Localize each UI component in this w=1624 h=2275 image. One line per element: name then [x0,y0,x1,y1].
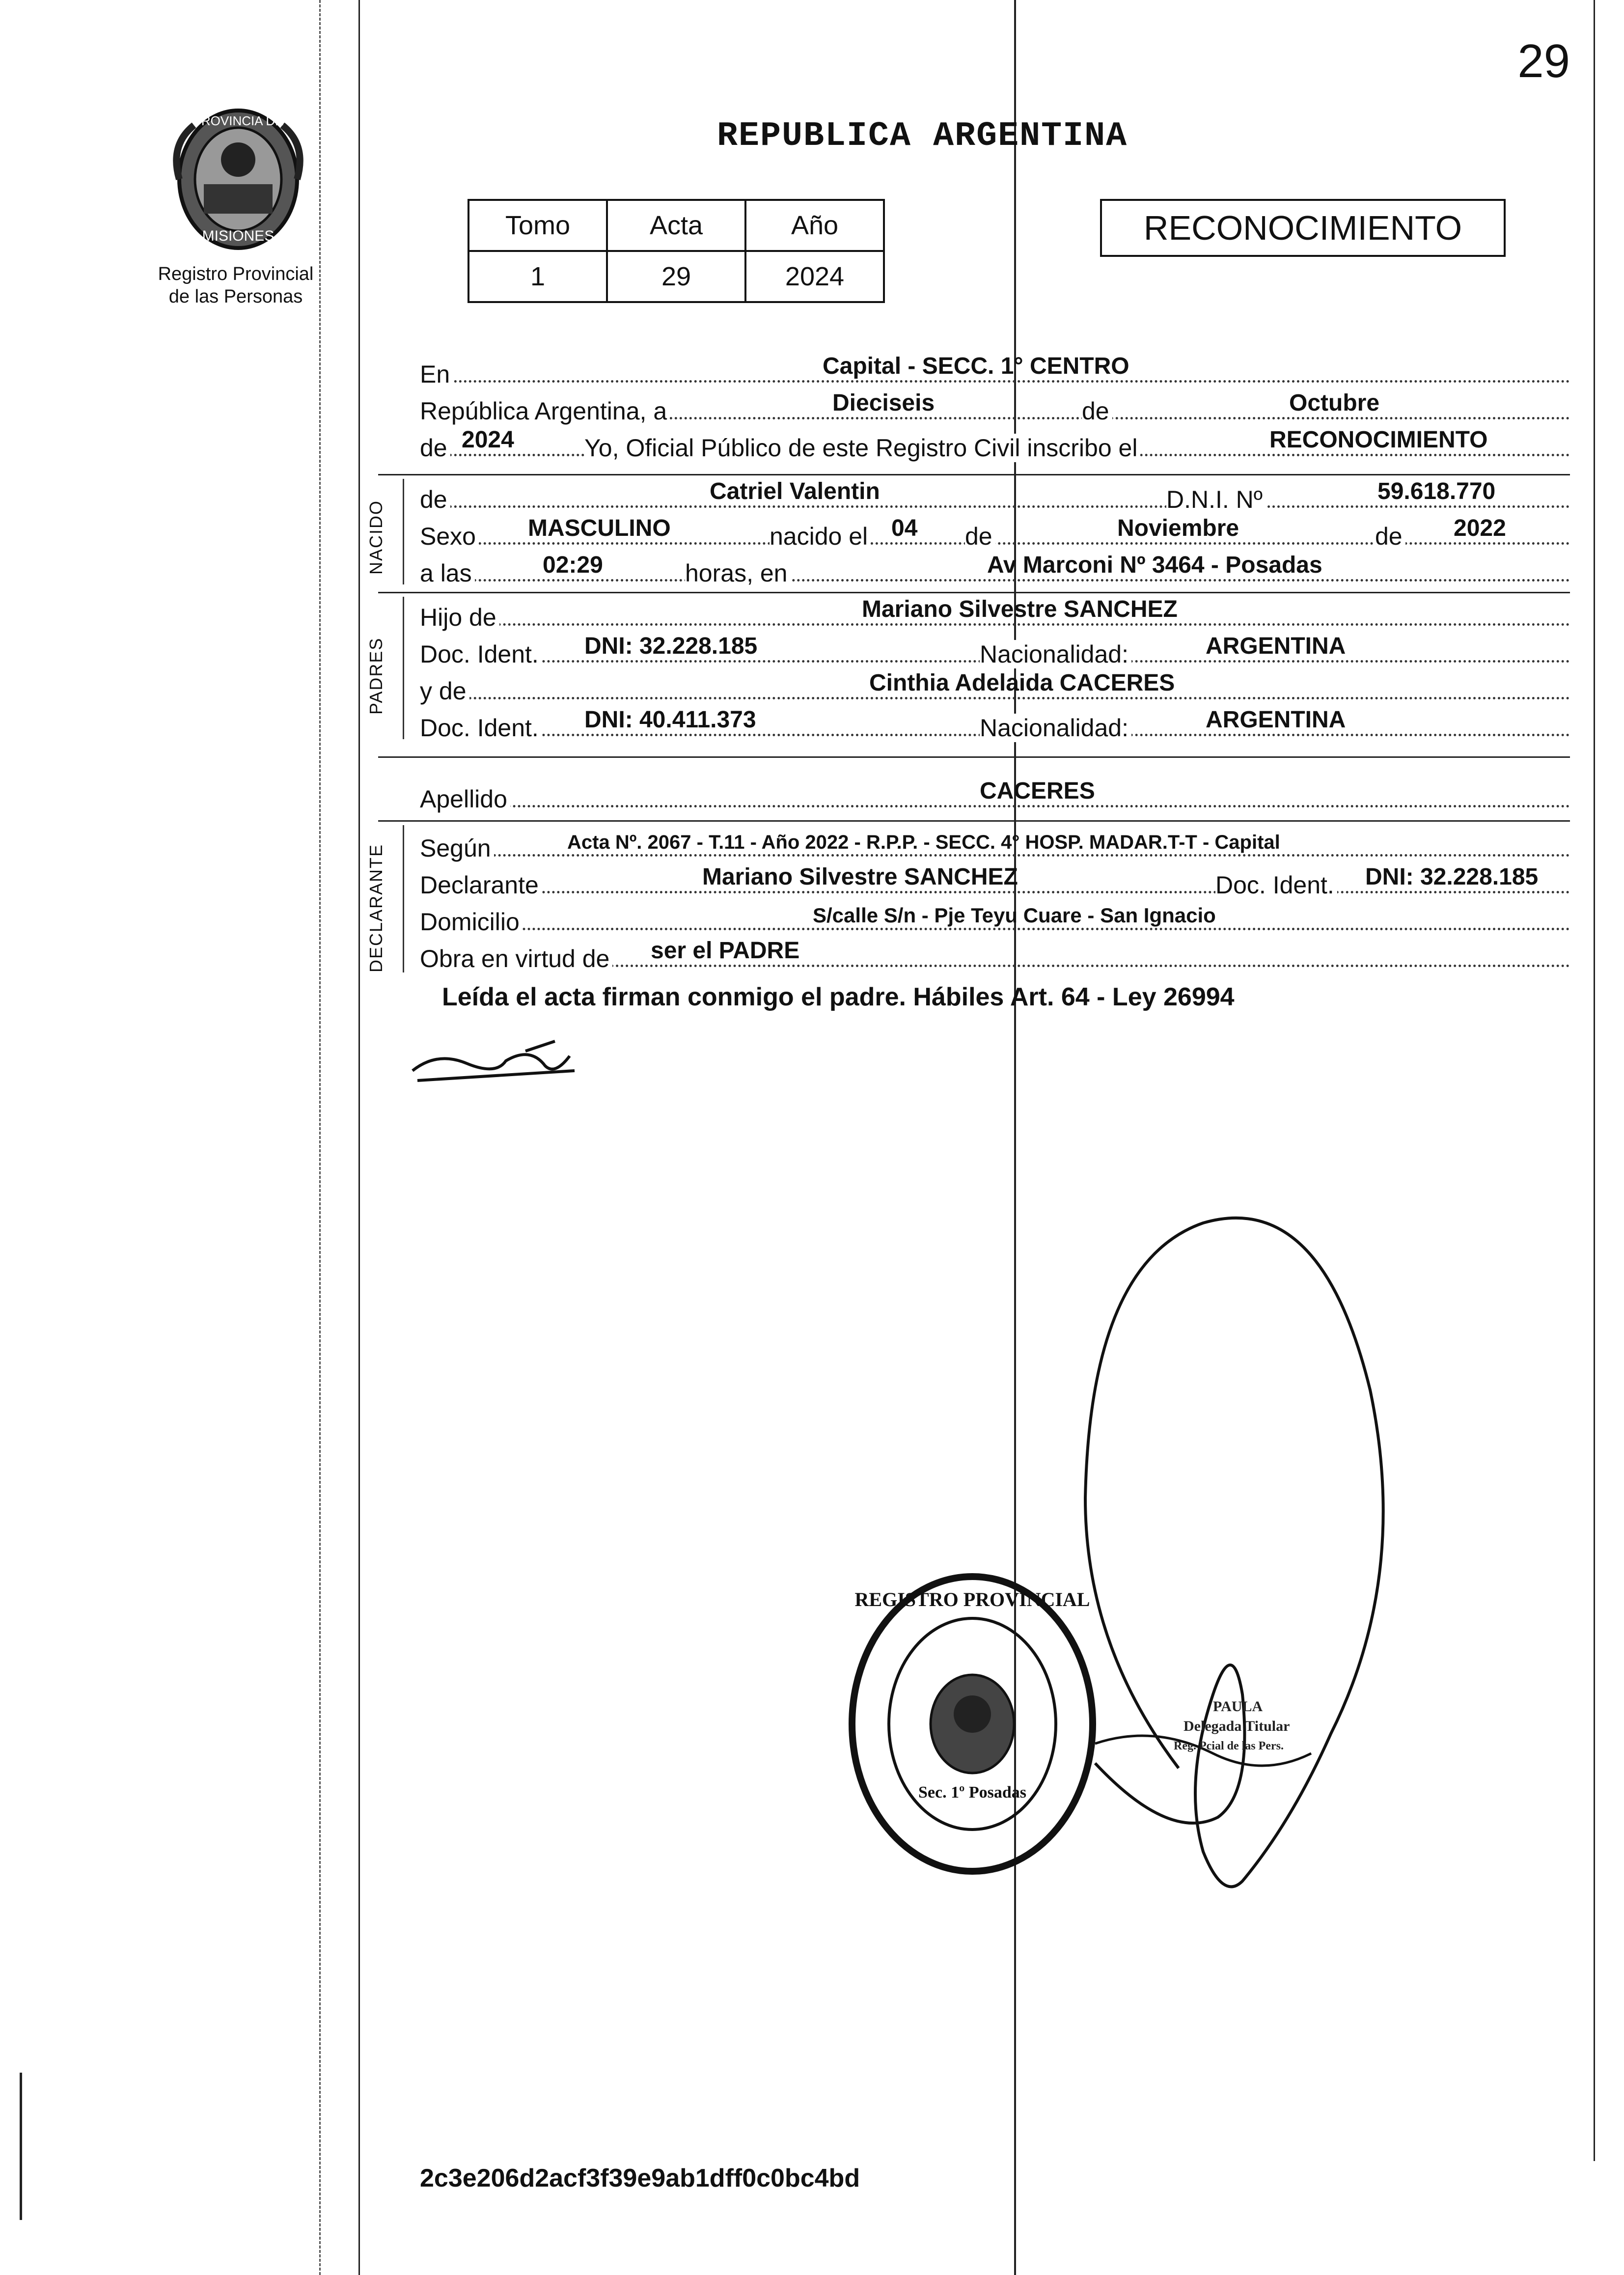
dotted-line [420,623,1570,626]
label-en: En [420,360,453,388]
label-obra: Obra en virtud de [420,944,612,973]
document-hash: 2c3e206d2acf3f39e9ab1dff0c0bc4bd [420,2164,860,2192]
row-date [420,390,1570,425]
row-declarante [420,864,1570,899]
header-tomo: Tomo [468,200,607,251]
value-domicilio: S/calle S/n - Pje Teyu Cuare - San Ignacio [813,904,1216,927]
value-father-nationality: ARGENTINA [1206,633,1346,659]
header-acta: Acta [607,200,745,251]
value-inscribe: RECONOCIMIENTO [1269,427,1488,453]
table-header-row [468,200,884,251]
row-obra [420,938,1570,973]
svg-text:MISIONES: MISIONES [202,228,275,244]
section-bar [403,597,404,739]
scan-line-right [1594,0,1595,2161]
scan-line-margin [358,0,360,2275]
row-mother-doc [420,707,1570,742]
value-child-name: Catriel Valentin [710,478,880,504]
dotted-line [420,854,1570,857]
section-rule [378,756,1570,758]
label-domicilio: Domicilio [420,908,523,936]
value-birth-year: 2022 [1454,515,1506,541]
officer-stamp-line3: Reg. Pcial de las Pers. [1174,1740,1284,1752]
section-rule [378,592,1570,593]
header-ano: Año [745,200,884,251]
handwritten-signature-icon [1056,1203,1400,1901]
dotted-line [420,697,1570,699]
value-year: 2024 [462,427,514,453]
provincia-de-misiones-shield-icon [165,106,312,253]
dotted-line [420,928,1570,930]
label-a-las: a las [420,559,475,587]
label-declarante: Declarante [420,871,542,899]
section-rule [378,820,1570,822]
row-apellido [420,778,1570,813]
value-ano: 2024 [745,251,884,302]
section-label-nacido: NACIDO [366,499,386,575]
label-doc-ident: Doc. Ident. [1215,871,1337,899]
value-birth-place: Av Marconi Nº 3464 - Posadas [987,552,1322,578]
officer-stamp [1154,1697,1414,1756]
label-apellido: Apellido [420,785,510,813]
row-segun [420,830,1570,862]
label-de: de [965,522,995,551]
record-type-box: RECONOCIMIENTO [1100,199,1506,257]
section-rule [378,474,1570,475]
label-nacido-el: nacido el [770,522,871,551]
label-yo: Yo, Oficial Público de este Registro Civil inscribo el [584,434,1140,462]
value-father-dni: DNI: 32.228.185 [584,633,758,659]
emblem-caption-line2: de las Personas [168,286,303,307]
row-en [420,353,1570,388]
dotted-line [420,505,1570,508]
value-mother: Cinthia Adelaida CACERES [869,670,1175,696]
section-bar [403,825,404,972]
row-inscribe [420,427,1570,462]
label-doc-ident: Doc. Ident. [420,714,542,742]
handwritten-signature-icon [408,1036,584,1090]
label-republica: República Argentina, a [420,397,670,425]
officer-stamp-line2: Delegada Titular [1184,1718,1290,1734]
label-doc-ident: Doc. Ident. [420,640,542,668]
value-birth-day: 04 [891,515,918,541]
svg-text:REGISTRO PROVINCIAL: REGISTRO PROVINCIAL [854,1588,1090,1610]
value-month: Octubre [1289,390,1380,416]
closing-statement: Leída el acta firman conmigo el padre. Hábiles Art. 64 - Ley 26994 [442,983,1235,1011]
label-horas: horas, en [685,559,790,587]
label-de2: de [420,434,450,462]
label-de: de [420,485,450,514]
officer-stamp-line1: PAULA [1213,1698,1263,1715]
value-sexo: MASCULINO [528,515,671,541]
svg-text:Sec. 1º Posadas: Sec. 1º Posadas [918,1783,1026,1802]
value-obra: ser el PADRE [651,938,800,964]
value-birth-time: 02:29 [543,552,603,578]
table-row [468,251,884,302]
value-acta: 29 [607,251,745,302]
dotted-line [420,805,1570,807]
label-nacionalidad: Nacionalidad: [980,640,1131,668]
dotted-line [420,891,1570,893]
label-hijo-de: Hijo de [420,603,499,632]
scan-line-left [319,0,321,2275]
official-seal-icon [845,1567,1100,1881]
fold-line [1014,0,1016,2275]
value-place: Capital - SECC. 1° CENTRO [823,353,1129,379]
section-label-padres: PADRES [366,637,386,715]
section-label-declarante: DECLARANTE [366,843,386,972]
row-nacido-hora [420,552,1570,587]
label-y-de: y de [420,677,469,705]
label-nacionalidad: Nacionalidad: [980,714,1131,742]
value-apellido: CACERES [980,778,1095,804]
value-mother-nationality: ARGENTINA [1206,707,1346,733]
value-declarante: Mariano Silvestre SANCHEZ [702,864,1018,890]
value-mother-dni: DNI: 40.411.373 [584,707,756,733]
label-sexo: Sexo [420,522,479,551]
value-declarante-dni: DNI: 32.228.185 [1365,864,1539,890]
row-nacido-sexo [420,515,1570,551]
label-de: de [1082,397,1112,425]
scan-line-bottom-left [20,2073,22,2220]
value-child-dni: 59.618.770 [1377,478,1496,504]
section-bar [403,479,404,584]
book-reference-table [468,199,885,303]
value-tomo: 1 [468,251,607,302]
label-dni: D.N.I. Nº [1166,485,1266,514]
page-title: REPUBLICA ARGENTINA [717,117,1128,156]
value-birth-month: Noviembre [1117,515,1239,541]
label-de2: de [1375,522,1405,551]
row-domicilio [420,904,1570,936]
page-number: 29 [1517,35,1570,87]
emblem-caption-line1: Registro Provincial [158,264,314,284]
svg-text:PROVINCIA DE: PROVINCIA DE [193,113,284,128]
value-father: Mariano Silvestre SANCHEZ [862,596,1178,622]
row-mother [420,670,1570,705]
value-day: Dieciseis [832,390,935,416]
row-nacido-name [420,478,1570,514]
emblem-caption [142,263,329,308]
dotted-line [420,579,1570,582]
row-father [420,596,1570,632]
row-father-doc [420,633,1570,668]
label-segun: Según [420,834,494,862]
dotted-line [420,380,1570,383]
value-segun: Acta Nº. 2067 - T.11 - Año 2022 - R.P.P. - SECC. 4° HOSP. MADAR.T-T - Capital [567,832,1280,853]
